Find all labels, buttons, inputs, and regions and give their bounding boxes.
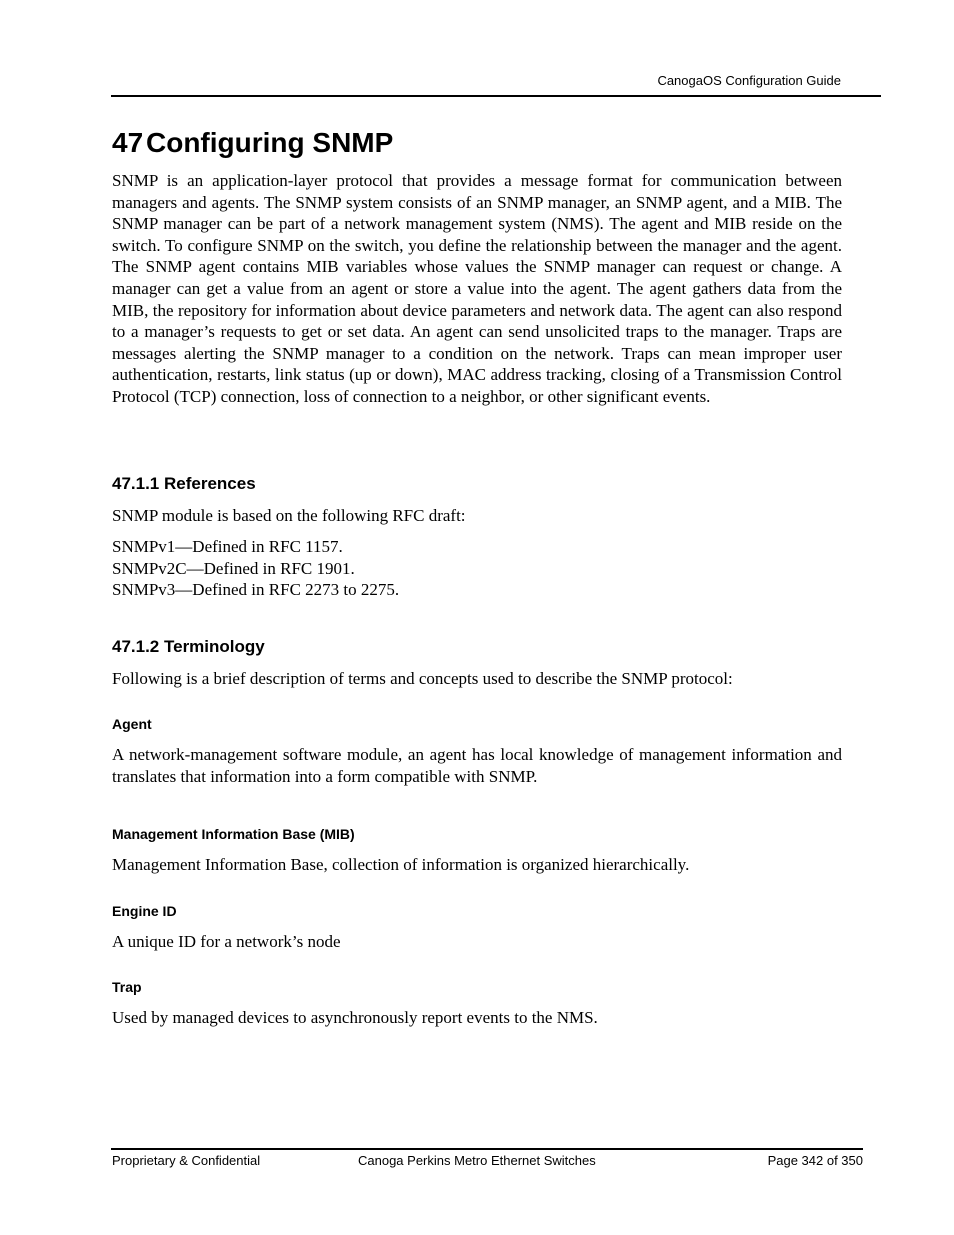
footer-rule	[111, 1148, 863, 1150]
references-intro: SNMP module is based on the following RFC draft:	[112, 506, 466, 525]
chapter-title	[112, 127, 393, 159]
chapter-number: 47	[112, 127, 144, 158]
intro-paragraph: SNMP is an application-layer protocol that provides a message format for communication between managers and agents. The SNMP system consists of an SNMP manager, an SNMP agent, and a MIB. The SNMP manager can be part of a network management system (NMS). The agent and MIB reside on the switch. To configure SNMP on the switch, you define the relationship between the manager and the agent. The SNMP agent contains MIB variables whose values the SNMP manager can request or change. A manager can get a value from an agent or store a value into the agent. The agent gathers data from the MIB, the repository for information about device parameters and network data. The agent can also respond to a manager’s requests to get or set data. An agent can send unsolicited traps to the manager. Traps are messages alerting the SNMP manager to a condition on the network. Traps can mean improper user authentication, restarts, link status (up or down), MAC address tracking, closing of a Transmission Control Protocol (TCP) connection, loss of connection to a neighbor, or other significant events.	[112, 171, 842, 406]
footer-product: Canoga Perkins Metro Ethernet Switches	[358, 1153, 596, 1168]
reference-item-snmpv2c: SNMPv2C—Defined in RFC 1901.	[112, 558, 355, 578]
term-trap-heading: Trap	[112, 979, 142, 995]
term-engine-id-definition: A unique ID for a network’s node	[112, 932, 341, 951]
term-engine-id-heading: Engine ID	[112, 903, 177, 919]
header-rule	[111, 95, 881, 97]
footer-page-number: Page 342 of 350	[767, 1153, 863, 1168]
term-mib-heading: Management Information Base (MIB)	[112, 826, 355, 842]
running-header: CanogaOS Configuration Guide	[657, 73, 841, 88]
reference-item-snmpv1: SNMPv1—Defined in RFC 1157.	[112, 537, 343, 556]
reference-item-snmpv3: SNMPv3—Defined in RFC 2273 to 2275.	[112, 580, 400, 600]
chapter-title-text: Configuring SNMP	[146, 127, 394, 158]
terminology-heading: 47.1.2 Terminology	[112, 637, 265, 656]
footer-confidential: Proprietary & Confidential	[112, 1153, 261, 1168]
term-agent-heading: Agent	[112, 716, 152, 732]
references-heading: 47.1.1 References	[112, 474, 256, 493]
references-list	[112, 536, 399, 601]
terminology-intro: Following is a brief description of terms and concepts used to describe the SNMP protocol:	[112, 669, 733, 688]
term-trap-definition: Used by managed devices to asynchronously report events to the NMS.	[112, 1008, 598, 1027]
term-agent-definition: A network-management software module, an agent has local knowledge of management information and translates that information into a form compatible with SNMP.	[112, 745, 842, 786]
term-mib-definition: Management Information Base, collection of information is organized hierarchically.	[112, 855, 690, 874]
